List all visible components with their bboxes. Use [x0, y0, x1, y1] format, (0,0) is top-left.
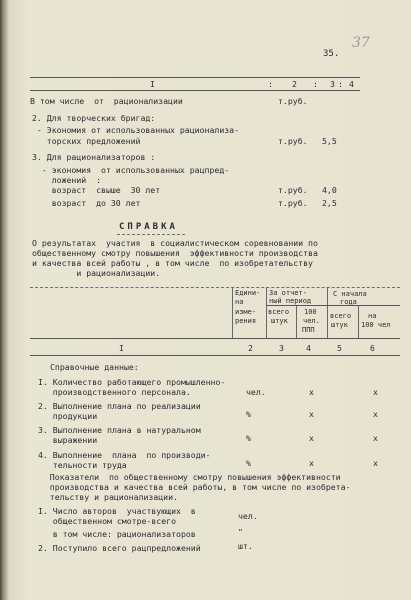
top-row-label: возраст до 30 лет: [32, 198, 141, 208]
since-sub-header: 100 чел: [361, 321, 391, 329]
table-header-subrule: [266, 305, 400, 306]
table-row-line: 4. Выполнение плана по производи-: [38, 450, 211, 460]
table-number-rule: [30, 355, 400, 356]
period-sub-header: 100: [304, 308, 317, 316]
top-table-sep-3: :: [338, 79, 343, 89]
top-table-col-1: I: [150, 79, 155, 89]
since-sub-header: штук: [331, 321, 348, 329]
top-row-unit: т.руб.: [278, 96, 308, 106]
top-row-unit: т.руб.: [278, 136, 308, 146]
top-table-rule-header: [30, 90, 360, 91]
page-number: 35.: [323, 49, 340, 59]
top-table-col-4: 4: [349, 79, 354, 89]
period-sub-header: ППП: [302, 326, 315, 334]
table-row-unit: чел.: [238, 511, 258, 521]
top-row-value: 2,5: [322, 198, 337, 208]
top-row-label: возраст свыше 30 лет: [32, 185, 161, 195]
top-row-value: 5,5: [322, 136, 337, 146]
subtitle-line: общественному смотру повышения эффективности производства: [32, 248, 318, 258]
section-label: Справочные данные:: [50, 362, 139, 372]
top-row-unit: т.руб.: [278, 198, 308, 208]
unit-header: на: [235, 298, 244, 306]
table-col-divider: [266, 287, 267, 338]
since-sub-header: на: [368, 312, 377, 320]
top-row-label: - Экономия от использованных рационализа-: [32, 125, 240, 135]
table-row-line: 2. Выполнение плана по реализации: [38, 401, 201, 411]
col-number: 4: [306, 343, 311, 353]
unit-header: изме-: [235, 308, 257, 316]
period-header: За отчет-: [269, 289, 307, 297]
table-row-unit: %: [246, 433, 251, 443]
table-cell-x: x: [309, 387, 314, 397]
table-col-divider: [327, 287, 328, 338]
col-number: 3: [279, 343, 284, 353]
subtitle-line: и качества всей работы , в том числе по изобретательству: [32, 258, 313, 268]
table-header-rule: [30, 338, 400, 339]
table-col-divider: [296, 305, 297, 338]
table-row-line: выражении: [38, 435, 98, 445]
table-row-line: I. Количество работающего промышленно-: [38, 377, 226, 387]
table-row-line: тельности труда: [38, 460, 127, 470]
indicators-line: Показатели по общественному смотру повышения эффективности: [35, 472, 341, 482]
top-table-col-3: 3: [330, 79, 335, 89]
unit-header: Едини-: [235, 289, 261, 297]
indicators-line: тельству и рационализации.: [35, 492, 178, 502]
top-row-unit: т.руб.: [278, 185, 308, 195]
table-row-line: I. Число авторов участвующих в: [38, 506, 196, 516]
document-title: СПРАВКА: [119, 222, 178, 232]
table-cell-x: x: [373, 458, 378, 468]
table-row-unit: ": [238, 527, 243, 537]
period-sub-header: всего: [268, 308, 290, 316]
table-cell-x: x: [373, 409, 378, 419]
top-table-col-2: 2: [292, 79, 297, 89]
top-row-value: 4,0: [322, 185, 337, 195]
table-row-line: 3. Выполнение плана в натуральном: [38, 425, 201, 435]
top-row-label: ложений :: [32, 175, 102, 185]
table-row-unit: %: [246, 409, 251, 419]
table-row-line: общественном смотре-всего: [38, 516, 177, 526]
table-cell-x: x: [309, 409, 314, 419]
col-number: 6: [370, 343, 375, 353]
subtitle-line: О результатах участия в социалистическом соревновании по: [32, 238, 318, 248]
period-header: ный период: [269, 297, 312, 305]
unit-header: рения: [235, 317, 257, 325]
subtitle-line: и рационализации.: [32, 268, 161, 278]
period-sub-header: чел.: [303, 317, 320, 325]
table-col-divider: [358, 305, 359, 338]
top-table-sep-2: :: [313, 79, 318, 89]
table-cell-x: x: [309, 458, 314, 468]
bottom-table-rule-top: [30, 287, 400, 288]
table-cell-x: x: [373, 387, 378, 397]
table-cell-x: x: [373, 433, 378, 443]
table-row-line: продукции: [38, 411, 98, 421]
table-row-line: в том числе: рационализаторов: [38, 529, 196, 539]
top-row-label: торских предложений: [32, 136, 141, 146]
table-row-line: производственного персонала.: [38, 387, 191, 397]
since-start-header: года: [340, 298, 357, 306]
table-cell-x: x: [309, 433, 314, 443]
col-number: 5: [337, 343, 342, 353]
top-row-label: В том числе от рационализации: [30, 96, 183, 106]
table-row-line: 2. Поступило всего рацпредложений: [38, 543, 201, 553]
col-number: I: [119, 343, 124, 353]
since-start-header: С начала: [333, 290, 367, 298]
indicators-line: производства и качества всей работы, в том числе по изобрета-: [35, 482, 351, 492]
title-underline: [117, 234, 185, 235]
col-number: 2: [248, 343, 253, 353]
since-sub-header: всего: [330, 312, 352, 320]
top-table-sep-1: :: [268, 79, 273, 89]
period-sub-header: штук: [271, 317, 288, 325]
pencil-page-number: 37: [352, 35, 370, 51]
table-col-divider: [232, 287, 233, 338]
table-row-unit: шт.: [238, 541, 253, 551]
top-row-label: 3. Для рационализаторов :: [32, 152, 156, 162]
top-row-label: - экономия от использованных рацпред-: [32, 165, 230, 175]
table-row-unit: чел.: [246, 387, 266, 397]
top-table-rule-top: [30, 77, 360, 78]
top-row-label: 2. Для творческих бригад:: [32, 113, 156, 123]
table-row-unit: %: [246, 458, 251, 468]
